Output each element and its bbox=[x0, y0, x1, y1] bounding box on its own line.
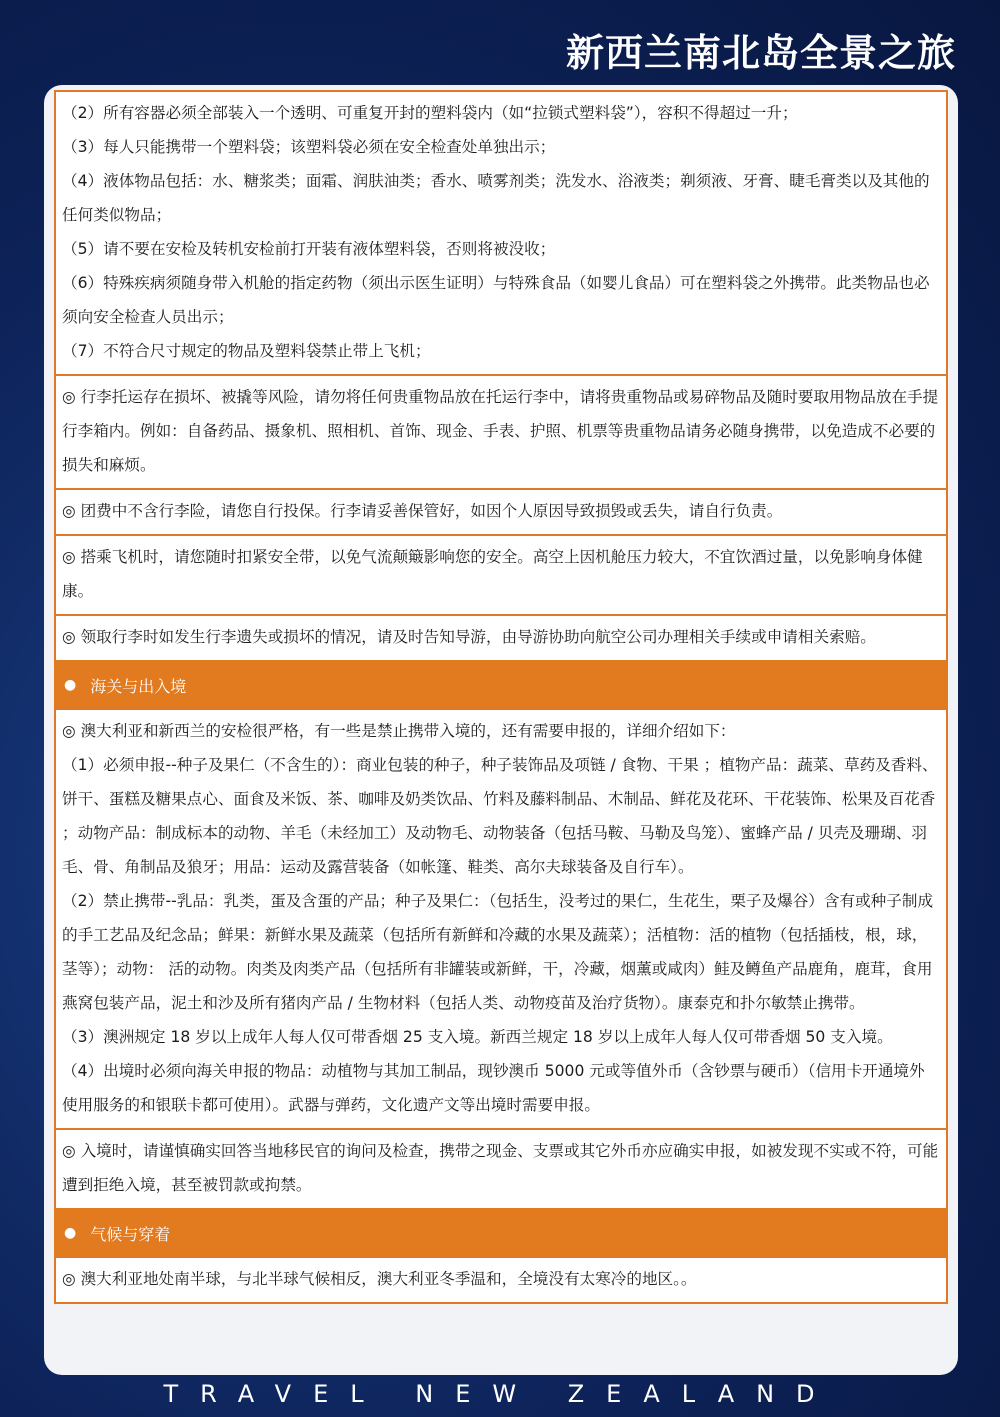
section-title: 海关与出入境 bbox=[90, 676, 187, 696]
entry-note-box bbox=[54, 1128, 948, 1210]
liquid-rule: （4）液体物品包括：水、糖浆类；面霜、润肤油类；香水、喷雾剂类；洗发水、浴液类；剃须液、牙膏、睫毛膏类以及其他的任何类似物品； bbox=[62, 172, 930, 224]
note-box bbox=[54, 488, 948, 536]
liquid-rule: （7）不符合尺寸规定的物品及塑料袋禁止带上飞机； bbox=[62, 342, 431, 360]
customs-paragraph: ◎ 澳大利亚和新西兰的安检很严格，有一些是禁止携带入境的，还有需要申报的，详细介绍如下： bbox=[62, 722, 736, 740]
bullet-icon: ● bbox=[64, 677, 77, 693]
liquid-rule: （5）请不要在安检及转机安检前打开装有液体塑料袋，否则将被没收； bbox=[62, 240, 556, 258]
liquid-rule: （3）每人只能携带一个塑料袋；该塑料袋必须在安全检查处单独出示； bbox=[62, 138, 556, 156]
section-header-customs bbox=[54, 660, 948, 710]
climate-note: ◎ 澳大利亚地处南半球，与北半球气候相反，澳大利亚冬季温和，全境没有太寒冷的地区。。 bbox=[62, 1270, 697, 1288]
section-title: 气候与穿着 bbox=[90, 1224, 171, 1244]
climate-box bbox=[54, 1256, 948, 1304]
note-text: ◎ 领取行李时如发生行李遗失或损坏的情况，请及时告知导游，由导游协助向航空公司办理相关手续或申请相关索赔。 bbox=[62, 628, 876, 646]
note-text: ◎ 团费中不含行李险，请您自行投保。行李请妥善保管好，如因个人原因导致损毁或丢失，请自行负责。 bbox=[62, 502, 783, 520]
liquid-rule: （6）特殊疾病须随身带入机舱的指定药物（须出示医生证明）与特殊食品（如婴儿食品）可在塑料袋之外携带。此类物品也必须向安全检查人员出示； bbox=[62, 274, 930, 326]
liquid-rules-box bbox=[54, 90, 948, 376]
page-title: 新西兰南北岛全景之旅 bbox=[565, 30, 956, 75]
liquid-rule: （2）所有容器必须全部装入一个透明、可重复开封的塑料袋内（如“拉锁式塑料袋”），容积不得超过一升； bbox=[62, 104, 798, 122]
bullet-icon: ● bbox=[64, 1225, 77, 1241]
customs-paragraph: （1）必须申报--种子及果仁（不含生的）：商业包装的种子，种子装饰品及项链 / 食物、干果 ；植物产品：蔬菜、草药及香料、饼干、蛋糕及糖果点心、面食及米饭、茶、咖啡及奶类饮品、竹料及藤料制品、木制品、鲜花及花环、干花装饰、松果及百花香 ；动物产品：制成标本的动物、羊毛（未经加工）及动物毛、动物装备（包括马鞍、马勒及鸟笼）、蜜蜂产品 / 贝壳及珊瑚、羽毛、骨、角制品及狼牙；用品：运动及露营装备（如帐篷、鞋类、高尔夫球装备及自行车）。 bbox=[62, 756, 938, 876]
customs-paragraph: （2）禁止携带--乳品：乳类，蛋及含蛋的产品；种子及果仁：（包括生，没考过的果仁，生花生，栗子及爆谷）含有或种子制成的手工艺品及纪念品；鲜果：新鲜水果及蔬菜（包括所有新鲜和冷藏的水果及蔬菜）；活植物：活的植物（包括插枝，根，球，茎等）；动物： 活的动物。肉类及肉类产品（包括所有非罐装或新鲜，干，冷藏，烟薰或咸肉）鲑及鳟鱼产品鹿角，鹿茸，食用燕窝包装产品，泥土和沙及所有猪肉产品 / 生物材料（包括人类、动物疫苗及治疗货物）。康泰克和扑尔敏禁止携带。 bbox=[62, 892, 934, 1012]
customs-box bbox=[54, 708, 948, 1130]
footer-text: TRAVEL NEW ZEALAND bbox=[163, 1380, 837, 1408]
section-header-climate bbox=[54, 1208, 948, 1258]
note-text: ◎ 搭乘飞机时，请您随时扣紧安全带，以免气流颠簸影响您的安全。高空上因机舱压力较大，不宜饮酒过量，以免影响身体健康。 bbox=[62, 548, 923, 600]
entry-note: ◎ 入境时，请谨慎确实回答当地移民官的询问及检查，携带之现金、支票或其它外币亦应确实申报，如被发现不实或不符，可能遭到拒绝入境，甚至被罚款或拘禁。 bbox=[62, 1142, 939, 1194]
note-box bbox=[54, 374, 948, 490]
note-text: ◎ 行李托运存在损坏、被撬等风险，请勿将任何贵重物品放在托运行李中，请将贵重物品或易碎物品及随时要取用物品放在手提行李箱内。例如：自备药品、摄象机、照相机、首饰、现金、手表、护照、机票等贵重物品请务必随身携带，以免造成不必要的损失和麻烦。 bbox=[62, 388, 939, 474]
customs-paragraph: （3）澳洲规定 18 岁以上成年人每人仅可带香烟 25 支入境。新西兰规定 18 岁以上成年人每人仅可带香烟 50 支入境。 bbox=[62, 1028, 893, 1046]
note-box bbox=[54, 534, 948, 616]
content-area bbox=[54, 92, 948, 1304]
note-box bbox=[54, 614, 948, 662]
customs-paragraph: （4）出境时必须向海关申报的物品：动植物与其加工制品，现钞澳币 5000 元或等值外币（含钞票与硬币）（信用卡开通境外使用服务的和银联卡都可使用）。武器与弹药，文化遗产文等出境时需要申报。 bbox=[62, 1062, 925, 1114]
